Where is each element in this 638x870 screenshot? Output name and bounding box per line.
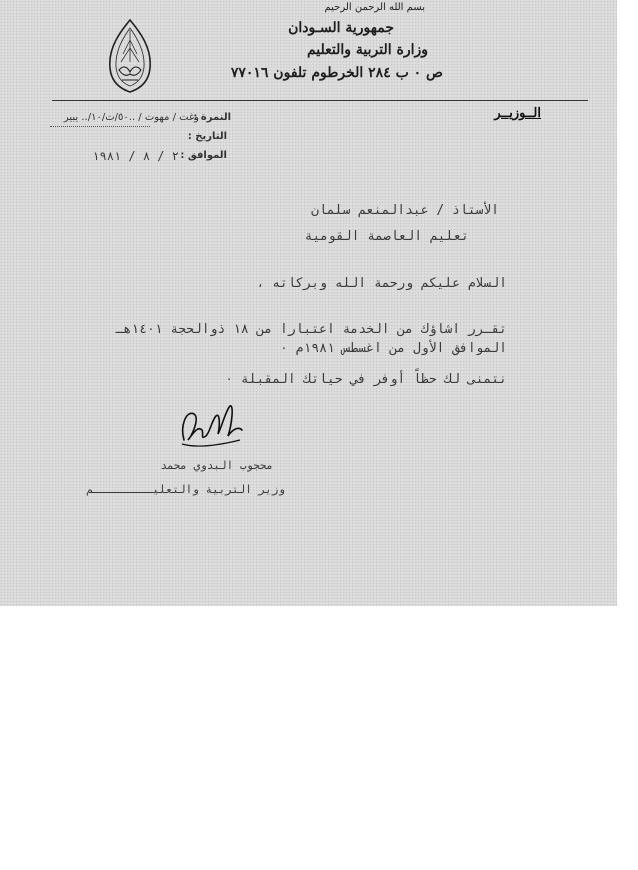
sudan-seal-emblem-icon [106,18,154,94]
corresponding-date-label: الموافق : [180,150,227,161]
body-paragraph-line-2: الموافق الأول من اغسطس ١٩٨١م ٠ [280,341,507,356]
signatory-title: وزير التربية والتعليـــــــــم [86,483,285,496]
reference-number-value: وغت / مهوت / ..٥٠/ت/١٠/.. يبير [63,112,199,123]
handwritten-signature [176,396,246,452]
recipient-name: الأستاذ / عبدالمنعم سلمان [311,203,499,218]
country-name: جمهورية السـودان [288,20,394,36]
reference-number-label: النمرة : [193,112,231,123]
office-title: الــوزيــر [494,106,541,121]
ministry-name: وزارة التربية والتعليم [306,42,428,58]
signatory-name: محجوب البدوي محمد [160,459,273,472]
body-paragraph-line-1: تقـرر اشاؤك من الخدمة اعتبارا من ١٨ ذوالحجة ١٤٠١هـ [115,322,507,337]
recipient-position: تعليم العاصمة القومية [304,229,469,244]
closing-line: نتمنى لك حظاً أوفر في حياتك المقبلة ٠ [225,372,507,387]
reference-number-underline [50,126,150,127]
header-rule [52,100,588,101]
date-label: التاريخ : [187,131,227,142]
basmala: بسم الله الرحمن الرحيم [324,2,425,13]
corresponding-date-value: ٢ / ٨ / ١٩٨١ [92,149,179,163]
ministry-address: ص ٠ ب ٢٨٤ الخرطوم تلفون ٧٧٠١٦ [230,65,443,81]
greeting-line: السلام عليكم ورحمة الله وبركاته ، [256,276,507,291]
